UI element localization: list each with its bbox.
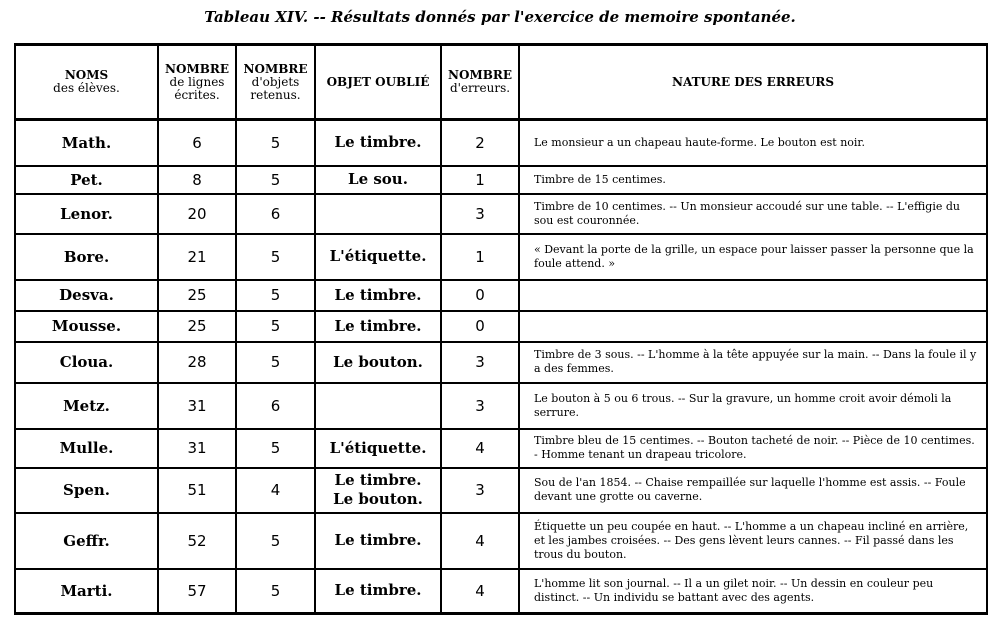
- forgotten-object: [315, 194, 441, 234]
- forgotten-object: Le bouton.: [315, 342, 441, 383]
- lines-written: 52: [158, 513, 236, 569]
- objects-retained: 5: [236, 311, 315, 342]
- errors-count: 3: [441, 383, 519, 429]
- errors-nature: Le monsieur a un chapeau haute-forme. Le bouton est noir.: [519, 120, 987, 166]
- forgotten-object: L'étiquette.: [315, 234, 441, 280]
- student-name: Mousse.: [15, 311, 158, 342]
- objects-retained: 4: [236, 468, 315, 513]
- lines-written: 25: [158, 311, 236, 342]
- forgotten-object: Le timbre.: [315, 513, 441, 569]
- lines-written: 20: [158, 194, 236, 234]
- errors-nature: Étiquette un peu coupée en haut. -- L'homme a un chapeau incliné en arrière, et les jambes croisées. -- Des gens lèvent leurs cannes. -- Fil passé dans les trous du bouton.: [519, 513, 987, 569]
- objects-retained: 5: [236, 166, 315, 194]
- table-row: [15, 468, 987, 513]
- lines-written: 31: [158, 383, 236, 429]
- errors-nature: « Devant la porte de la grille, un espace pour laisser passer la personne que la foule attend. »: [519, 234, 987, 280]
- lines-written: 8: [158, 166, 236, 194]
- student-name: Metz.: [15, 383, 158, 429]
- errors-count: 2: [441, 120, 519, 166]
- objects-retained: 5: [236, 342, 315, 383]
- student-name: Spen.: [15, 468, 158, 513]
- table-row: [15, 166, 987, 194]
- student-name: Marti.: [15, 569, 158, 614]
- lines-written: 31: [158, 429, 236, 468]
- errors-nature: Sou de l'an 1854. -- Chaise rempaillée sur laquelle l'homme est assis. -- Foule devant une grotte ou caverne.: [519, 468, 987, 513]
- table-row: [15, 280, 987, 311]
- table-row: [15, 120, 987, 166]
- header-names: NOMS des élèves.: [15, 45, 158, 120]
- errors-count: 4: [441, 513, 519, 569]
- student-name: Geffr.: [15, 513, 158, 569]
- student-name: Math.: [15, 120, 158, 166]
- objects-retained: 5: [236, 429, 315, 468]
- table-row: [15, 342, 987, 383]
- forgotten-object: Le timbre.: [315, 280, 441, 311]
- errors-count: 0: [441, 311, 519, 342]
- errors-count: 3: [441, 468, 519, 513]
- errors-nature: Timbre de 10 centimes. -- Un monsieur accoudé sur une table. -- L'effigie du sou est couronnée.: [519, 194, 987, 234]
- header-errors-count: NOMBRE d'erreurs.: [441, 45, 519, 120]
- table-title: Tableau XIV. -- Résultats donnés par l'exercice de memoire spontanée.: [204, 8, 796, 26]
- header-objects: NOMBRE d'objets retenus.: [236, 45, 315, 120]
- forgotten-object: L'étiquette.: [315, 429, 441, 468]
- lines-written: 21: [158, 234, 236, 280]
- forgotten-object-line: Le timbre.: [334, 471, 422, 489]
- table-row: [15, 429, 987, 468]
- forgotten-object: Le timbre.: [315, 569, 441, 614]
- results-table: [14, 43, 988, 615]
- objects-retained: 6: [236, 194, 315, 234]
- lines-written: 51: [158, 468, 236, 513]
- errors-nature: [519, 280, 987, 311]
- table-row: [15, 513, 987, 569]
- student-name: Pet.: [15, 166, 158, 194]
- objects-retained: 5: [236, 569, 315, 614]
- objects-retained: 5: [236, 234, 315, 280]
- lines-written: 28: [158, 342, 236, 383]
- table-row: [15, 234, 987, 280]
- header-errors-nature: NATURE DES ERREURS: [519, 45, 987, 120]
- objects-retained: 6: [236, 383, 315, 429]
- table-row: [15, 194, 987, 234]
- errors-nature: Timbre de 3 sous. -- L'homme à la tête appuyée sur la main. -- Dans la foule il y a des femmes.: [519, 342, 987, 383]
- forgotten-object: Le timbre.: [315, 120, 441, 166]
- forgotten-object-line: Le bouton.: [333, 490, 423, 508]
- lines-written: 6: [158, 120, 236, 166]
- student-name: Desva.: [15, 280, 158, 311]
- lines-written: 57: [158, 569, 236, 614]
- errors-count: 4: [441, 569, 519, 614]
- table-row: [15, 383, 987, 429]
- table-row: [15, 311, 987, 342]
- forgotten-object: [315, 383, 441, 429]
- lines-written: 25: [158, 280, 236, 311]
- student-name: Cloua.: [15, 342, 158, 383]
- header-row: [15, 45, 987, 120]
- errors-count: 1: [441, 166, 519, 194]
- student-name: Bore.: [15, 234, 158, 280]
- objects-retained: 5: [236, 120, 315, 166]
- errors-nature: Le bouton à 5 ou 6 trous. -- Sur la gravure, un homme croit avoir démoli la serrure.: [519, 383, 987, 429]
- student-name: Mulle.: [15, 429, 158, 468]
- errors-count: 4: [441, 429, 519, 468]
- header-lines: NOMBRE de lignes écrites.: [158, 45, 236, 120]
- errors-nature: L'homme lit son journal. -- Il a un gilet noir. -- Un dessin en couleur peu distinct. -- Un individu se battant avec des agents.: [519, 569, 987, 614]
- errors-count: 1: [441, 234, 519, 280]
- errors-count: 0: [441, 280, 519, 311]
- student-name: Lenor.: [15, 194, 158, 234]
- errors-nature: [519, 311, 987, 342]
- errors-nature: Timbre de 15 centimes.: [519, 166, 987, 194]
- forgotten-object: [315, 468, 441, 513]
- objects-retained: 5: [236, 280, 315, 311]
- objects-retained: 5: [236, 513, 315, 569]
- forgotten-object: Le timbre.: [315, 311, 441, 342]
- table-row: [15, 569, 987, 614]
- errors-count: 3: [441, 342, 519, 383]
- errors-count: 3: [441, 194, 519, 234]
- forgotten-object: Le sou.: [315, 166, 441, 194]
- errors-nature: Timbre bleu de 15 centimes. -- Bouton tacheté de noir. -- Pièce de 10 centimes. - Homme tenant un drapeau tricolore.: [519, 429, 987, 468]
- header-forgotten: OBJET OUBLIÉ: [315, 45, 441, 120]
